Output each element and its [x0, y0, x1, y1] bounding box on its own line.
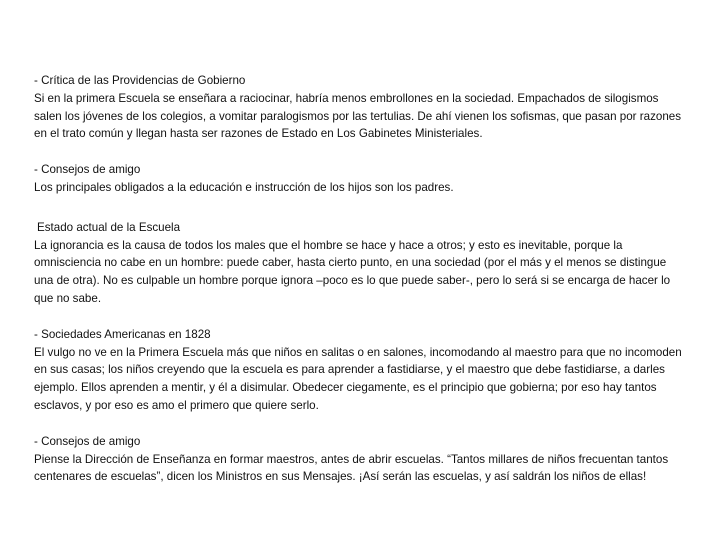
document-content [34, 72, 686, 504]
section-consejos-amigo-1 [34, 161, 686, 197]
section-heading: - Crítica de las Providencias de Gobierno [34, 74, 246, 87]
section-body: Los principales obligados a la educación e instrucción de los hijos son los padres. [34, 180, 454, 194]
section-body: La ignorancia es la causa de todos los males que el hombre se hace y hace a otros; y esto es inevitable, porque la omnisciencia no cabe en un hombre: puede caber, hasta cierto punto, en una sociedad (por el más y el menos se distingue una de otra). No es culpable un hombre porque ignora –poco es lo que puede saber-, pero lo será si se encarga de hacer lo que no sabe. [34, 238, 671, 305]
section-heading: Estado actual de la Escuela [37, 220, 181, 234]
section-heading: - Sociedades Americanas en 1828 [34, 327, 211, 341]
section-body: El vulgo no ve en la Primera Escuela más que niños en salitas o en salones, incomodando al maestro para que no incomoden en sus casas; los niños creyendo que la escuela es para aprender a fastidiarse, y el maestro que debe fastidiarse, a darles ejemplo. Ellos aprenden a mentir, y él a disimular. Obedecer ciegamente, es el principio que gobierna; por eso hay tantos esclavos, y por eso es amo el primero que quiere serlo. [34, 345, 682, 412]
section-body: Piense la Dirección de Enseñanza en formar maestros, antes de abrir escuelas. “Tantos millares de niños frecuentan tantos centenares de escuelas”, dicen los Ministros en sus Mensajes. ¡Así serán las escuelas, y así saldrán los niños de ellas! [34, 452, 669, 484]
section-sociedades-americanas [34, 326, 686, 415]
section-heading: - Consejos de amigo [34, 434, 141, 448]
section-heading: - Consejos de amigo [34, 163, 141, 177]
section-critica-providencias [34, 72, 686, 143]
section-body: Si en la primera Escuela se enseñara a raciocinar, habría menos embrollones en la sociedad. Empachados de silogismos salen los jóvenes de los colegios, a vomitar paralogismos por las tertulias. De ahí vienen los sofismas, que pasan por razones en el trato común y llegan hasta ser razones de Estado en Los Gabinetes Ministeriales. [34, 91, 682, 141]
section-consejos-amigo-2 [34, 433, 686, 486]
section-estado-actual [34, 219, 686, 308]
